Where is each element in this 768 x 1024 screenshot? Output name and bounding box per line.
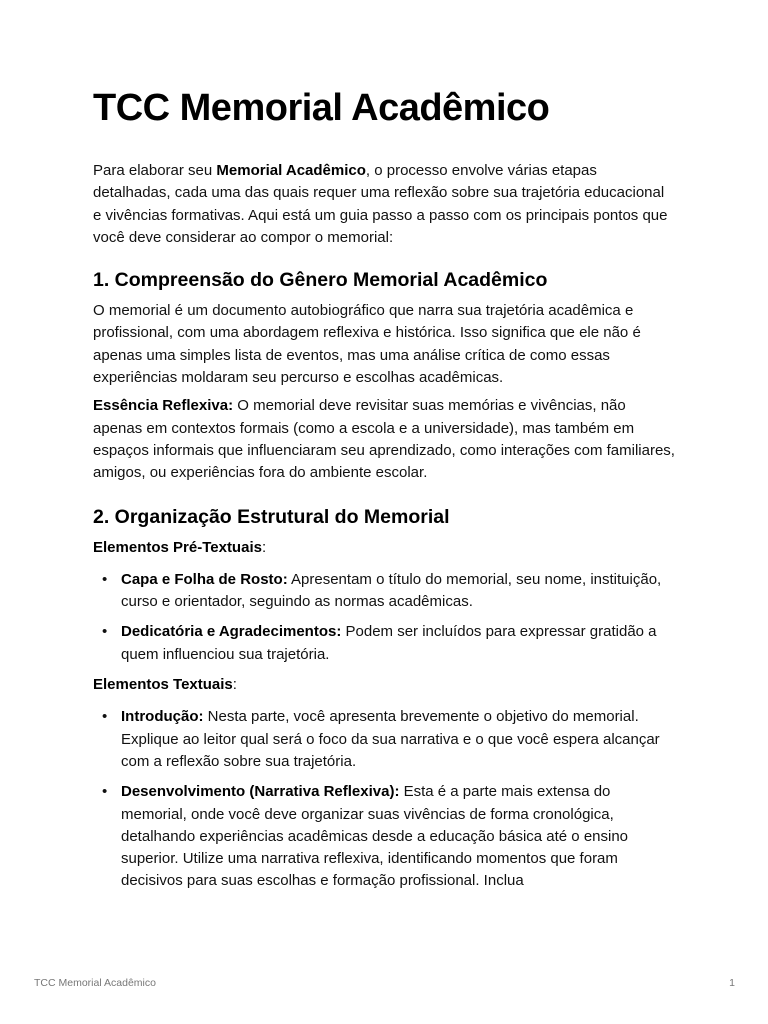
list-item-label: Dedicatória e Agradecimentos: [121, 623, 342, 641]
textual-label-line [93, 674, 675, 696]
footer-title: TCC Memorial Acadêmico [34, 977, 156, 989]
bullet-icon: • [102, 570, 108, 588]
textual-list [93, 706, 675, 892]
textual-colon: : [232, 676, 237, 694]
document-title: TCC Memorial Acadêmico [93, 87, 550, 129]
list-item [93, 621, 675, 666]
textual-label: Elementos Textuais [93, 676, 233, 694]
section-1-heading: 1. Compreensão do Gênero Memorial Acadêmico [93, 269, 548, 292]
pre-textual-list [93, 569, 675, 666]
list-item [93, 706, 675, 773]
list-item-label: Capa e Folha de Rosto: [121, 570, 288, 588]
list-item-label: Desenvolvimento (Narrativa Reflexiva): [121, 783, 400, 801]
list-item-text: Esta é a parte mais extensa do memorial, onde você deve organizar suas vivências de forma cronológica, detalhando experiências acadêmicas desde a educação básica até o ensino superior. Utilize uma narrativa reflexiva, identificando momentos que foram decisivos para suas escolhas e formação profissional. Inclua [121, 783, 629, 890]
footer-page-number: 1 [729, 977, 735, 989]
intro-text-pre: Para elaborar seu [93, 162, 217, 179]
list-item-label: Introdução: [121, 708, 204, 726]
intro-text-bold: Memorial Acadêmico [216, 162, 366, 179]
list-item-text: Nesta parte, você apresenta brevemente o objetivo do memorial. Explique ao leitor qual será o foco da sua narrativa e o que você espera alcançar com a reflexão sobre sua trajetória. [121, 708, 660, 770]
essence-text: O memorial deve revisitar suas memórias e vivências, não apenas em contextos formais (como a escola e a universidade), mas também em espaços informais que influenciaram seu aprendizado, como interações com familiares, amigos, ou experiências fora do ambiente escolar. [93, 397, 675, 482]
list-item [93, 781, 675, 892]
bullet-icon: • [102, 783, 108, 801]
document-page [93, 84, 675, 893]
list-item-text: Podem ser incluídos para expressar gratidão a quem influenciou sua trajetória. [121, 623, 657, 663]
pre-textual-label-line [93, 537, 675, 559]
bullet-icon: • [102, 623, 108, 641]
list-item [93, 569, 675, 614]
pre-textual-label: Elementos Pré-Textuais [93, 538, 262, 556]
section-2-heading: 2. Organização Estrutural do Memorial [93, 505, 450, 528]
essence-label: Essência Reflexiva: [93, 397, 234, 415]
section-1-paragraph: O memorial é um documento autobiográfico que narra sua trajetória acadêmica e profissional, com uma abordagem reflexiva e histórica. Isso significa que ele não é apenas uma simples lista de eventos, mas uma análise crítica de como essas experiências moldaram seu percurso e escolhas acadêmicas. [93, 302, 641, 387]
essence-paragraph [93, 395, 675, 484]
intro-paragraph [93, 160, 675, 249]
bullet-icon: • [102, 708, 108, 726]
list-item-text: Apresentam o título do memorial, seu nome, instituição, curso e orientador, seguindo as normas acadêmicas. [121, 570, 662, 611]
intro-text-post: , o processo envolve várias etapas detalhadas, cada uma das quais requer uma reflexão sobre sua trajetória educacional e vivências formativas. Aqui está um guia passo a passo com os principais pontos que você deve considerar ao compor o memorial: [93, 162, 668, 246]
pre-textual-colon: : [261, 538, 267, 556]
